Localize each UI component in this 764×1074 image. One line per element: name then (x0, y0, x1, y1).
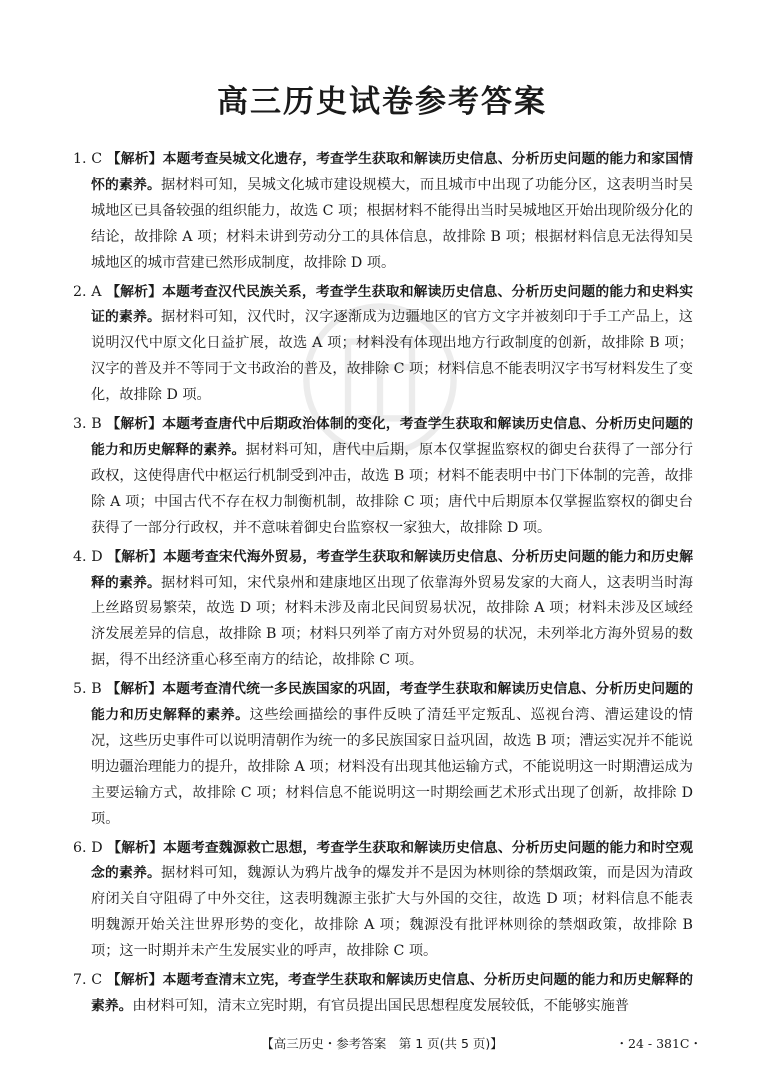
answer-analysis-text: 这些绘画描绘的事件反映了清廷平定叛乱、巡视台湾、漕运建设的情况，这些历史事件可以说明清朝作为统一的多民族国家日益巩固，故选 B 项；漕运实况并不能说明边疆治理能力的提升，故排除 A 项；材料没有出现其他运输方式，不能说明这一时期漕运成为主要运输方式，故排除 C 项；材料信息不能说明这一时期绘画艺术形式出现了创新，故排除 D 项。 (91, 707, 693, 827)
answer-item-6 (73, 836, 693, 966)
answer-number: 6. D (73, 839, 103, 856)
answer-analysis-text: 由材料可知，清末立宪时期，有官员提出国民思想程度发展较低，不能够实施普 (132, 998, 629, 1014)
answer-analysis-heading: 【解析】本题考查汉代民族关系，考查学生获取和解读历史信息、分析历史问题的能力和史料实证的素养。 (91, 283, 694, 326)
answer-item-1 (73, 147, 693, 277)
answer-analysis-heading: 【解析】本题考查清末立宪，考查学生获取和解读历史信息、分析历史问题的能力和历史解释的素养。 (91, 972, 694, 1014)
answer-analysis-text: 据材料可知，吴城文化城市建设规模大，而且城市中出现了功能分区，这表明当时吴城地区已具备较强的组织能力，故选 C 项；根据材料不能得出当时吴城地区开始出现阶级分化的结论，故排除 A 项；材料未讲到劳动分工的具体信息，故排除 B 项；根据材料信息无法得知吴城地区的城市营建已然形成制度，故排除 D 项。 (91, 176, 693, 271)
answer-number: 1. C (73, 151, 103, 167)
answer-number: 2. A (73, 283, 102, 300)
answer-item-4 (73, 545, 693, 675)
answer-item-5 (73, 677, 693, 832)
footer-page-info: 【高三历史・参考答案 第 1 页(共 5 页)】 (261, 1036, 503, 1051)
answer-analysis-heading: 【解析】本题考查清代统一多民族国家的巩固，考查学生获取和解读历史信息、分析历史问题的能力和历史解释的素养。 (91, 681, 693, 724)
answer-analysis-heading: 【解析】本题考查唐代中后期政治体制的变化，考查学生获取和解读历史信息、分析历史问题的能力和历史解释的素养。 (91, 416, 693, 458)
page-title: 高三历史试卷参考答案 (217, 84, 547, 120)
answer-number: 4. D (73, 548, 103, 565)
answer-analysis-text: 据材料可知，唐代中后期，原本仅掌握监察权的御史台获得了一部分行政权，这使得唐代中枢运行机制受到冲击，故选 B 项；材料不能表明中书门下体制的完善，故排除 A 项；中国古代不存在权力制衡机制，故排除 C 项；唐代中后期原本仅掌握监察权的御史台获得了一部分行政权，并不意味着御史台监察权一家独大，故排除 D 项。 (91, 441, 693, 536)
answer-item-2 (73, 280, 693, 410)
answer-item-3 (73, 412, 693, 542)
answer-item-7 (73, 968, 693, 1020)
answer-number: 7. C (73, 972, 103, 989)
answer-analysis-heading: 【解析】本题考查魏源救亡思想，考查学生获取和解读历史信息、分析历史问题的能力和时空观念的素养。 (91, 839, 694, 882)
answer-number: 5. B (73, 681, 102, 698)
page-footer (0, 1034, 764, 1054)
answer-list (73, 147, 693, 1023)
answer-analysis-text: 据材料可知，汉代时，汉字逐渐成为边疆地区的官方文字并被刻印于手工产品上，这说明汉代中原文化日益扩展，故选 A 项；材料没有体现出地方行政制度的创新，故排除 B 项；汉字的普及并不等同于文书政治的普及，故排除 C 项；材料信息不能表明汉字书写材料发生了变化，故排除 D 项。 (91, 309, 693, 404)
answer-analysis-heading: 【解析】本题考查宋代海外贸易，考查学生获取和解读历史信息、分析历史问题的能力和历史解释的素养。 (91, 548, 694, 591)
footer-document-code: ・24 - 381C・ (615, 1036, 702, 1051)
answer-analysis-text: 据材料可知，宋代泉州和建康地区出现了依靠海外贸易发家的大商人，这表明当时海上丝路贸易繁荣，故选 D 项；材料未涉及南北民间贸易状况，故排除 A 项；材料未涉及区域经济发展差异的信息，故排除 B 项；材料只列举了南方对外贸易的状况，未列举北方海外贸易的数据，得不出经济重心移至南方的结论，故排除 C 项。 (91, 574, 693, 669)
answer-analysis-heading: 【解析】本题考查吴城文化遗存，考查学生获取和解读历史信息、分析历史问题的能力和家国情怀的素养。 (91, 151, 694, 193)
answer-number: 3. B (73, 416, 102, 433)
answer-analysis-text: 据材料可知，魏源认为鸦片战争的爆发并不是因为林则徐的禁烟政策，而是因为清政府闭关自守阻碍了中外交往，这表明魏源主张扩大与外国的交往，故选 D 项；材料信息不能表明魏源开始关注世界形势的变化，故排除 A 项；魏源没有批评林则徐的禁烟政策，故排除 B 项；这一时期并未产生发展实业的呼声，故排除 C 项。 (91, 865, 693, 960)
